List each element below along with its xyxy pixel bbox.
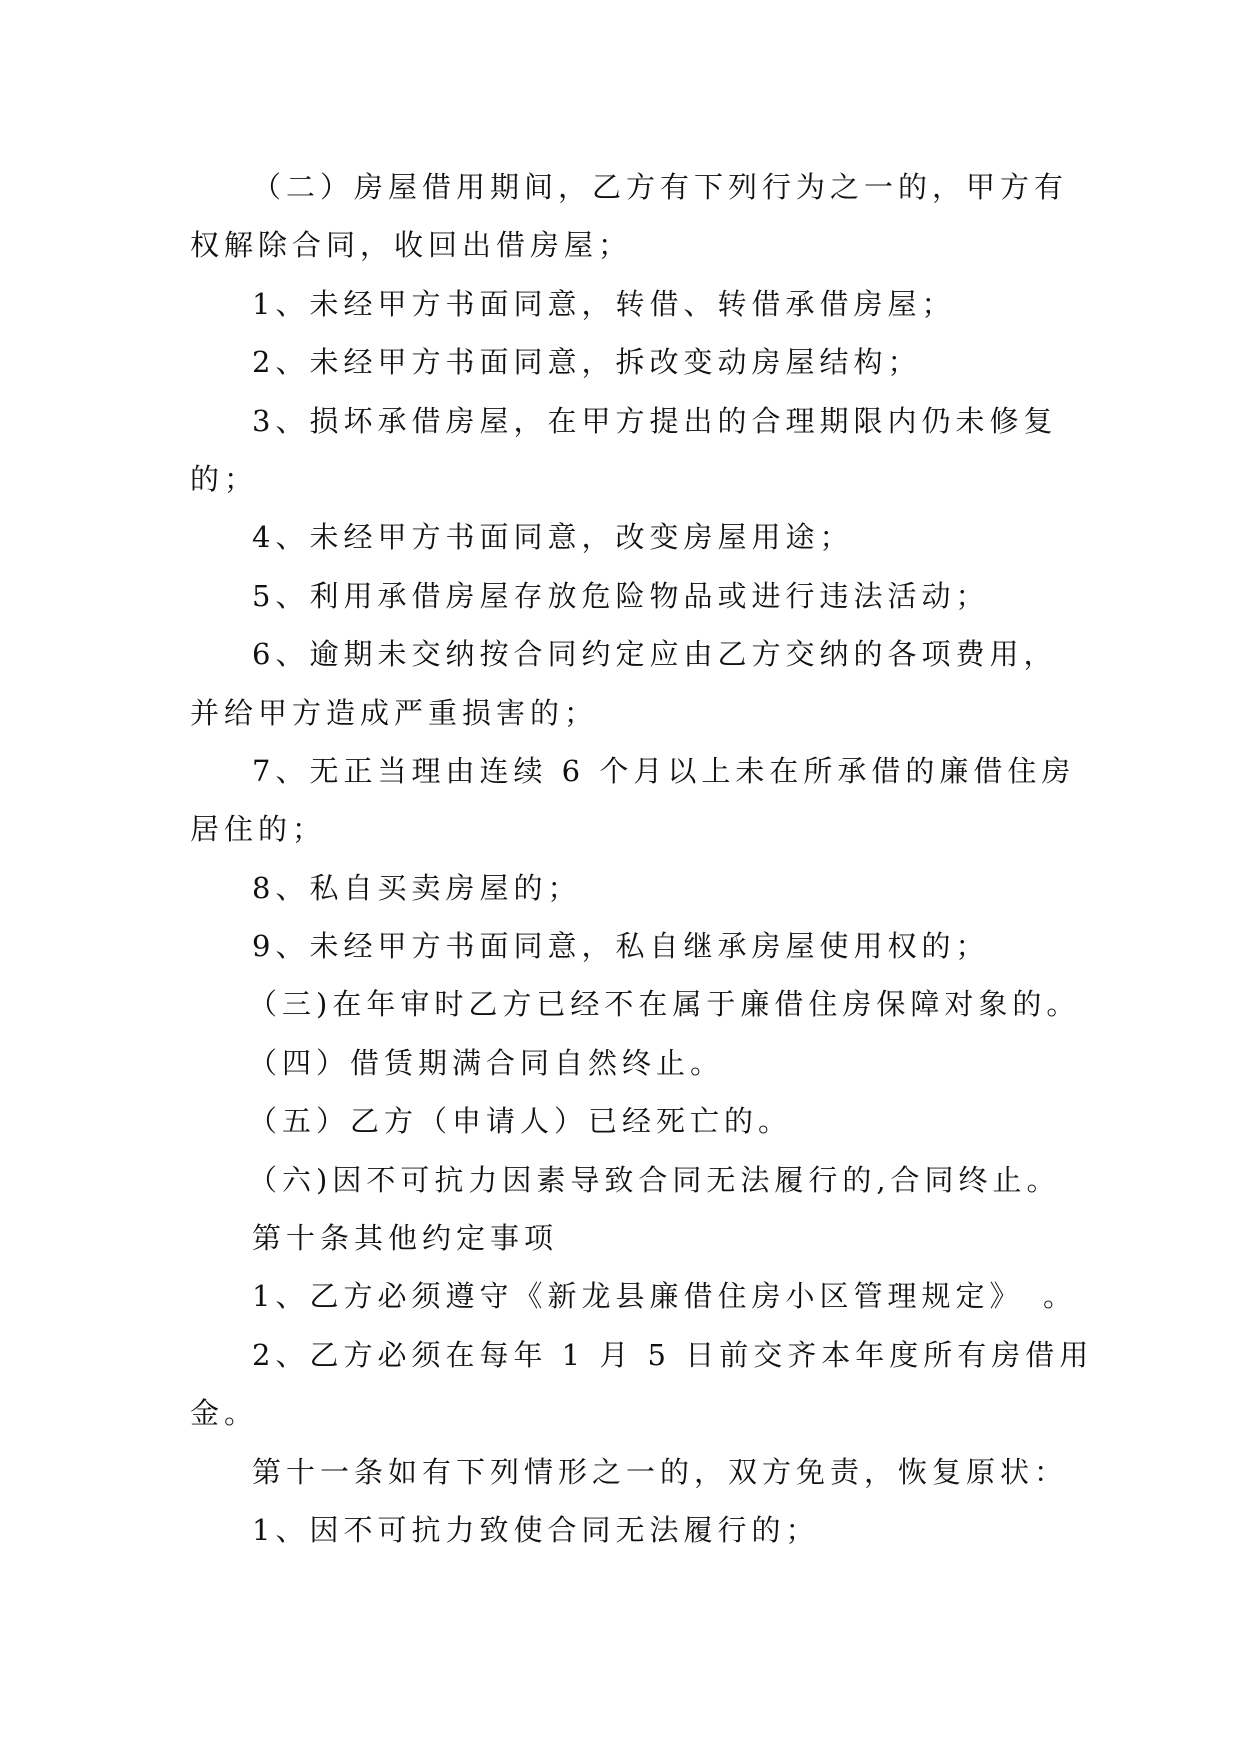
paragraph-line: 2、未经甲方书面同意，拆改变动房屋结构； <box>252 345 922 380</box>
document-body <box>190 158 1094 1559</box>
paragraph-line: 7、无正当理由连续 6 个月以上未在所承借的廉借住房 <box>252 753 1076 788</box>
paragraph-line: （六)因不可抗力因素导致合同无法履行的,合同终止。 <box>248 1162 1061 1197</box>
paragraph-line: 的； <box>190 461 259 496</box>
paragraph-line: 8、私自买卖房屋的； <box>252 870 582 905</box>
paragraph-line: 4、未经甲方书面同意，改变房屋用途； <box>252 520 854 555</box>
paragraph-line: 金。 <box>190 1396 259 1431</box>
paragraph-line: 权解除合同，收回出借房屋； <box>190 228 633 263</box>
paragraph-line: （四）借赁期满合同自然终止。 <box>248 1045 725 1080</box>
paragraph-line: （二）房屋借用期间，乙方有下列行为之一的，甲方有 <box>252 170 1069 204</box>
paragraph-line: 2、乙方必须在每年 1 月 5 日前交齐本年度所有房借用 <box>252 1337 1094 1372</box>
paragraph-line: 1、未经甲方书面同意，转借、转借承借房屋； <box>252 286 956 321</box>
paragraph-line: （三)在年审时乙方已经不在属于廉借住房保障对象的。 <box>248 987 1081 1022</box>
paragraph-line: 6、逾期未交纳按合同约定应由乙方交纳的各项费用， <box>252 637 1058 672</box>
paragraph-line: （五）乙方（申请人）已经死亡的。 <box>248 1104 793 1139</box>
paragraph-line: 并给甲方造成严重损害的； <box>190 695 599 730</box>
section-heading: 第十条其他约定事项 <box>252 1221 559 1256</box>
paragraph-line: 3、损坏承借房屋，在甲方提出的合理期限内仍未修复 <box>252 403 1058 438</box>
paragraph-line: 9、未经甲方书面同意，私自继承房屋使用权的； <box>252 929 990 964</box>
section-heading: 第十一条如有下列情形之一的，双方免责，恢复原状： <box>252 1454 1069 1489</box>
paragraph-line: 5、利用承借房屋存放危险物品或进行违法活动； <box>252 578 990 613</box>
paragraph-line: 1、乙方必须遵守《新龙县廉借住房小区管理规定》 。 <box>252 1279 1077 1314</box>
paragraph-line: 居住的； <box>190 812 327 847</box>
paragraph-line: 1、因不可抗力致使合同无法履行的； <box>252 1512 820 1547</box>
